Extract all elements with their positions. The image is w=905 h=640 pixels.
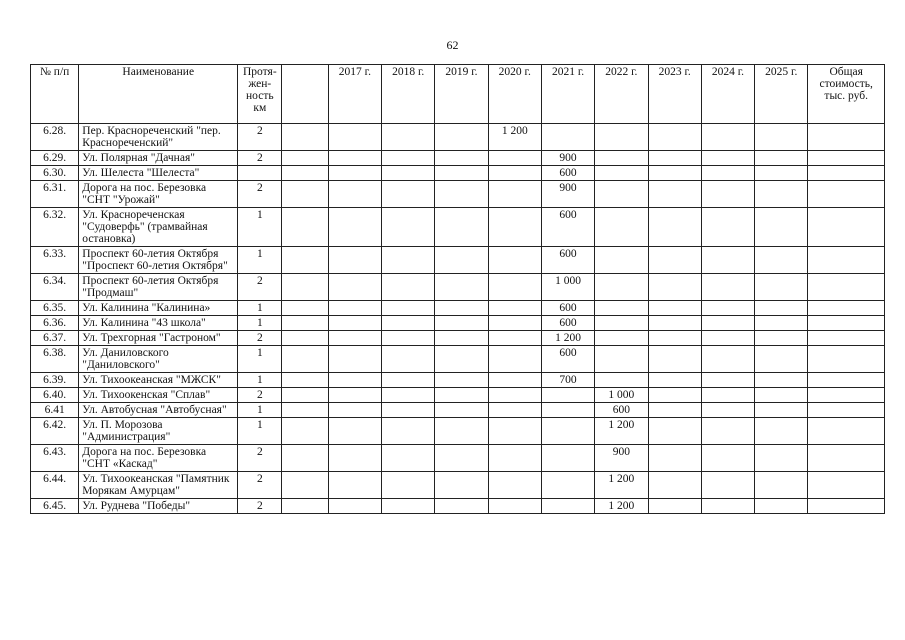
value-cell xyxy=(701,388,754,403)
value-cell xyxy=(382,331,435,346)
value-cell xyxy=(382,247,435,274)
value-cell xyxy=(755,418,808,445)
value-cell xyxy=(755,208,808,247)
value-cell xyxy=(808,445,885,472)
value-cell xyxy=(382,373,435,388)
value-cell xyxy=(648,208,701,247)
value-cell xyxy=(282,418,328,445)
value-cell xyxy=(435,166,488,181)
value-cell xyxy=(382,418,435,445)
value-cell xyxy=(808,247,885,274)
value-cell xyxy=(382,166,435,181)
value-cell xyxy=(701,445,754,472)
value-cell: 1 000 xyxy=(595,388,648,403)
value-cell xyxy=(595,151,648,166)
table-row xyxy=(31,331,885,346)
header-cell: Протя-жен-ность км xyxy=(238,65,282,124)
value-cell xyxy=(648,331,701,346)
value-cell xyxy=(282,499,328,514)
value-cell xyxy=(382,301,435,316)
value-cell: 600 xyxy=(541,346,594,373)
value-cell xyxy=(701,208,754,247)
row-number: 6.38. xyxy=(31,346,79,373)
value-cell xyxy=(488,418,541,445)
row-number: 6.32. xyxy=(31,208,79,247)
table-row xyxy=(31,181,885,208)
table-row xyxy=(31,166,885,181)
header-cell: 2021 г. xyxy=(541,65,594,124)
value-cell xyxy=(701,301,754,316)
row-number: 6.28. xyxy=(31,124,79,151)
value-cell xyxy=(755,166,808,181)
value-cell xyxy=(701,166,754,181)
road-length: 2 xyxy=(238,388,282,403)
table-row xyxy=(31,418,885,445)
value-cell xyxy=(282,151,328,166)
value-cell xyxy=(328,301,381,316)
table-row xyxy=(31,373,885,388)
value-cell xyxy=(488,316,541,331)
value-cell xyxy=(808,166,885,181)
header-cell xyxy=(282,65,328,124)
value-cell xyxy=(808,181,885,208)
value-cell xyxy=(488,247,541,274)
road-length xyxy=(238,166,282,181)
table-row xyxy=(31,124,885,151)
value-cell xyxy=(701,316,754,331)
value-cell: 600 xyxy=(541,247,594,274)
header-cell: 2024 г. xyxy=(701,65,754,124)
value-cell xyxy=(808,373,885,388)
value-cell xyxy=(595,346,648,373)
value-cell xyxy=(488,166,541,181)
value-cell xyxy=(701,499,754,514)
row-number: 6.29. xyxy=(31,151,79,166)
road-name: Проспект 60-летия Октября "Проспект 60-летия Октября" xyxy=(79,247,238,274)
value-cell xyxy=(328,151,381,166)
value-cell xyxy=(808,499,885,514)
table-row xyxy=(31,346,885,373)
value-cell: 600 xyxy=(595,403,648,418)
value-cell xyxy=(755,472,808,499)
road-name: Ул. Автобусная "Автобусная" xyxy=(79,403,238,418)
header-cell: Общая стоимость, тыс. руб. xyxy=(808,65,885,124)
value-cell xyxy=(488,373,541,388)
value-cell xyxy=(282,472,328,499)
road-length: 2 xyxy=(238,151,282,166)
value-cell: 1 200 xyxy=(595,418,648,445)
value-cell xyxy=(755,346,808,373)
value-cell xyxy=(595,247,648,274)
value-cell xyxy=(541,403,594,418)
value-cell xyxy=(648,373,701,388)
row-number: 6.42. xyxy=(31,418,79,445)
value-cell: 600 xyxy=(541,301,594,316)
row-number: 6.45. xyxy=(31,499,79,514)
value-cell xyxy=(282,331,328,346)
value-cell xyxy=(382,208,435,247)
road-length: 1 xyxy=(238,208,282,247)
value-cell xyxy=(595,166,648,181)
value-cell xyxy=(328,403,381,418)
value-cell xyxy=(382,316,435,331)
table-body xyxy=(31,124,885,514)
table-row xyxy=(31,388,885,403)
row-number: 6.34. xyxy=(31,274,79,301)
value-cell xyxy=(755,499,808,514)
header-cell: № п/п xyxy=(31,65,79,124)
value-cell xyxy=(808,346,885,373)
value-cell xyxy=(435,181,488,208)
value-cell xyxy=(382,151,435,166)
value-cell xyxy=(282,208,328,247)
value-cell xyxy=(328,316,381,331)
value-cell xyxy=(488,208,541,247)
row-number: 6.39. xyxy=(31,373,79,388)
value-cell xyxy=(488,403,541,418)
value-cell xyxy=(648,124,701,151)
value-cell xyxy=(435,316,488,331)
road-length: 2 xyxy=(238,445,282,472)
page-number: 62 xyxy=(446,38,459,52)
table-row xyxy=(31,499,885,514)
road-name: Ул. Краснореченская "Судоверфь" (трамвайная остановка) xyxy=(79,208,238,247)
value-cell xyxy=(541,124,594,151)
value-cell xyxy=(328,181,381,208)
road-length: 1 xyxy=(238,247,282,274)
value-cell xyxy=(382,274,435,301)
value-cell xyxy=(808,403,885,418)
value-cell xyxy=(701,151,754,166)
value-cell xyxy=(808,208,885,247)
road-length: 1 xyxy=(238,316,282,331)
value-cell xyxy=(648,472,701,499)
value-cell: 1 200 xyxy=(595,472,648,499)
road-name: Ул. Шелеста "Шелеста" xyxy=(79,166,238,181)
value-cell xyxy=(755,151,808,166)
value-cell xyxy=(435,388,488,403)
value-cell xyxy=(755,274,808,301)
value-cell xyxy=(701,274,754,301)
road-length: 1 xyxy=(238,301,282,316)
value-cell xyxy=(541,418,594,445)
value-cell xyxy=(488,274,541,301)
road-name: Проспект 60-летия Октября "Продмаш" xyxy=(79,274,238,301)
header-cell: 2023 г. xyxy=(648,65,701,124)
value-cell xyxy=(648,274,701,301)
value-cell xyxy=(808,316,885,331)
value-cell xyxy=(488,388,541,403)
table-row xyxy=(31,274,885,301)
value-cell xyxy=(541,388,594,403)
value-cell xyxy=(808,388,885,403)
value-cell xyxy=(595,274,648,301)
value-cell xyxy=(808,151,885,166)
value-cell xyxy=(382,403,435,418)
value-cell xyxy=(328,166,381,181)
value-cell xyxy=(595,301,648,316)
value-cell xyxy=(541,499,594,514)
road-length: 1 xyxy=(238,346,282,373)
value-cell xyxy=(648,445,701,472)
value-cell xyxy=(282,346,328,373)
value-cell xyxy=(755,124,808,151)
road-name: Ул. Калинина "43 школа" xyxy=(79,316,238,331)
table-row xyxy=(31,445,885,472)
value-cell xyxy=(328,247,381,274)
value-cell xyxy=(282,274,328,301)
row-number: 6.43. xyxy=(31,445,79,472)
value-cell xyxy=(328,373,381,388)
value-cell xyxy=(488,331,541,346)
value-cell: 1 200 xyxy=(595,499,648,514)
value-cell xyxy=(755,316,808,331)
header-cell: 2019 г. xyxy=(435,65,488,124)
value-cell xyxy=(282,316,328,331)
value-cell xyxy=(701,418,754,445)
header-cell: 2018 г. xyxy=(382,65,435,124)
value-cell xyxy=(435,247,488,274)
value-cell xyxy=(435,499,488,514)
table-row xyxy=(31,247,885,274)
value-cell xyxy=(328,445,381,472)
value-cell xyxy=(648,388,701,403)
header-cell: 2025 г. xyxy=(755,65,808,124)
row-number: 6.37. xyxy=(31,331,79,346)
table-header-row xyxy=(31,65,885,124)
value-cell xyxy=(808,331,885,346)
value-cell xyxy=(282,247,328,274)
value-cell xyxy=(755,445,808,472)
value-cell: 1 200 xyxy=(541,331,594,346)
road-length: 1 xyxy=(238,418,282,445)
value-cell xyxy=(488,301,541,316)
value-cell xyxy=(648,403,701,418)
table-row xyxy=(31,316,885,331)
road-length: 2 xyxy=(238,124,282,151)
value-cell xyxy=(648,151,701,166)
value-cell xyxy=(435,124,488,151)
value-cell xyxy=(282,181,328,208)
value-cell xyxy=(648,316,701,331)
value-cell: 1 000 xyxy=(541,274,594,301)
table-row xyxy=(31,472,885,499)
road-works-table xyxy=(30,64,885,514)
value-cell xyxy=(328,274,381,301)
value-cell xyxy=(382,181,435,208)
road-name: Ул. Трехгорная "Гастроном" xyxy=(79,331,238,346)
value-cell xyxy=(328,208,381,247)
value-cell xyxy=(382,346,435,373)
road-name: Пер. Краснореченский "пер. Краснореченский" xyxy=(79,124,238,151)
value-cell xyxy=(701,181,754,208)
header-cell: 2017 г. xyxy=(328,65,381,124)
value-cell xyxy=(328,388,381,403)
road-name: Ул. Тихоокенская "Сплав" xyxy=(79,388,238,403)
value-cell xyxy=(328,124,381,151)
value-cell xyxy=(488,181,541,208)
value-cell xyxy=(648,301,701,316)
value-cell xyxy=(435,472,488,499)
row-number: 6.44. xyxy=(31,472,79,499)
road-length: 2 xyxy=(238,499,282,514)
value-cell xyxy=(435,346,488,373)
value-cell xyxy=(435,208,488,247)
value-cell xyxy=(282,403,328,418)
row-number: 6.35. xyxy=(31,301,79,316)
value-cell xyxy=(701,124,754,151)
road-name: Ул. Полярная "Дачная" xyxy=(79,151,238,166)
value-cell xyxy=(701,247,754,274)
value-cell: 600 xyxy=(541,166,594,181)
value-cell xyxy=(755,331,808,346)
value-cell xyxy=(282,301,328,316)
row-number: 6.30. xyxy=(31,166,79,181)
road-length: 2 xyxy=(238,472,282,499)
value-cell xyxy=(488,499,541,514)
road-name: Ул. Калинина "Калинина» xyxy=(79,301,238,316)
value-cell xyxy=(541,472,594,499)
road-name: Ул. Руднева "Победы" xyxy=(79,499,238,514)
value-cell xyxy=(595,331,648,346)
value-cell xyxy=(755,301,808,316)
header-cell: 2022 г. xyxy=(595,65,648,124)
value-cell: 900 xyxy=(541,181,594,208)
value-cell xyxy=(328,472,381,499)
road-name: Дорога на пос. Березовка "СНТ «Каскад" xyxy=(79,445,238,472)
row-number: 6.40. xyxy=(31,388,79,403)
table-row xyxy=(31,151,885,166)
row-number: 6.41 xyxy=(31,403,79,418)
value-cell xyxy=(648,499,701,514)
header-cell: Наименование xyxy=(79,65,238,124)
value-cell xyxy=(488,346,541,373)
road-length: 2 xyxy=(238,181,282,208)
value-cell xyxy=(755,247,808,274)
value-cell xyxy=(435,403,488,418)
value-cell xyxy=(648,166,701,181)
value-cell xyxy=(328,418,381,445)
value-cell xyxy=(808,418,885,445)
road-length: 1 xyxy=(238,403,282,418)
value-cell xyxy=(282,124,328,151)
value-cell xyxy=(808,274,885,301)
value-cell xyxy=(435,301,488,316)
road-name: Ул. Даниловского "Даниловского" xyxy=(79,346,238,373)
value-cell xyxy=(755,403,808,418)
value-cell xyxy=(595,181,648,208)
value-cell: 600 xyxy=(541,208,594,247)
value-cell xyxy=(488,472,541,499)
value-cell xyxy=(328,346,381,373)
value-cell xyxy=(282,166,328,181)
table-row xyxy=(31,301,885,316)
road-name: Ул. Тихоокеанская "Памятник Морякам Амурцам" xyxy=(79,472,238,499)
row-number: 6.31. xyxy=(31,181,79,208)
table-row xyxy=(31,403,885,418)
road-length: 2 xyxy=(238,274,282,301)
road-name: Ул. Тихоокеанская "МЖСК" xyxy=(79,373,238,388)
road-name: Ул. П. Морозова "Администрация" xyxy=(79,418,238,445)
value-cell xyxy=(595,208,648,247)
value-cell xyxy=(595,124,648,151)
value-cell xyxy=(328,499,381,514)
value-cell xyxy=(282,373,328,388)
value-cell xyxy=(701,346,754,373)
value-cell xyxy=(382,499,435,514)
header-cell: 2020 г. xyxy=(488,65,541,124)
value-cell: 900 xyxy=(595,445,648,472)
value-cell: 600 xyxy=(541,316,594,331)
value-cell xyxy=(755,181,808,208)
value-cell xyxy=(435,331,488,346)
road-name: Дорога на пос. Березовка "СНТ "Урожай" xyxy=(79,181,238,208)
value-cell xyxy=(435,445,488,472)
value-cell xyxy=(382,472,435,499)
value-cell xyxy=(648,247,701,274)
value-cell xyxy=(701,331,754,346)
value-cell xyxy=(435,418,488,445)
value-cell xyxy=(808,472,885,499)
value-cell xyxy=(282,388,328,403)
value-cell xyxy=(435,373,488,388)
value-cell xyxy=(648,181,701,208)
value-cell xyxy=(488,445,541,472)
row-number: 6.36. xyxy=(31,316,79,331)
value-cell: 900 xyxy=(541,151,594,166)
value-cell xyxy=(648,346,701,373)
value-cell xyxy=(755,388,808,403)
value-cell xyxy=(382,124,435,151)
value-cell xyxy=(701,403,754,418)
value-cell xyxy=(282,445,328,472)
value-cell xyxy=(808,301,885,316)
value-cell: 700 xyxy=(541,373,594,388)
value-cell xyxy=(701,472,754,499)
value-cell xyxy=(595,373,648,388)
value-cell xyxy=(541,445,594,472)
road-length: 1 xyxy=(238,373,282,388)
value-cell xyxy=(808,124,885,151)
value-cell xyxy=(382,388,435,403)
value-cell xyxy=(328,331,381,346)
value-cell xyxy=(755,373,808,388)
table-row xyxy=(31,208,885,247)
value-cell xyxy=(488,151,541,166)
value-cell xyxy=(701,373,754,388)
value-cell xyxy=(648,418,701,445)
value-cell xyxy=(382,445,435,472)
value-cell xyxy=(435,151,488,166)
value-cell xyxy=(435,274,488,301)
value-cell xyxy=(595,316,648,331)
row-number: 6.33. xyxy=(31,247,79,274)
road-length: 2 xyxy=(238,331,282,346)
value-cell: 1 200 xyxy=(488,124,541,151)
